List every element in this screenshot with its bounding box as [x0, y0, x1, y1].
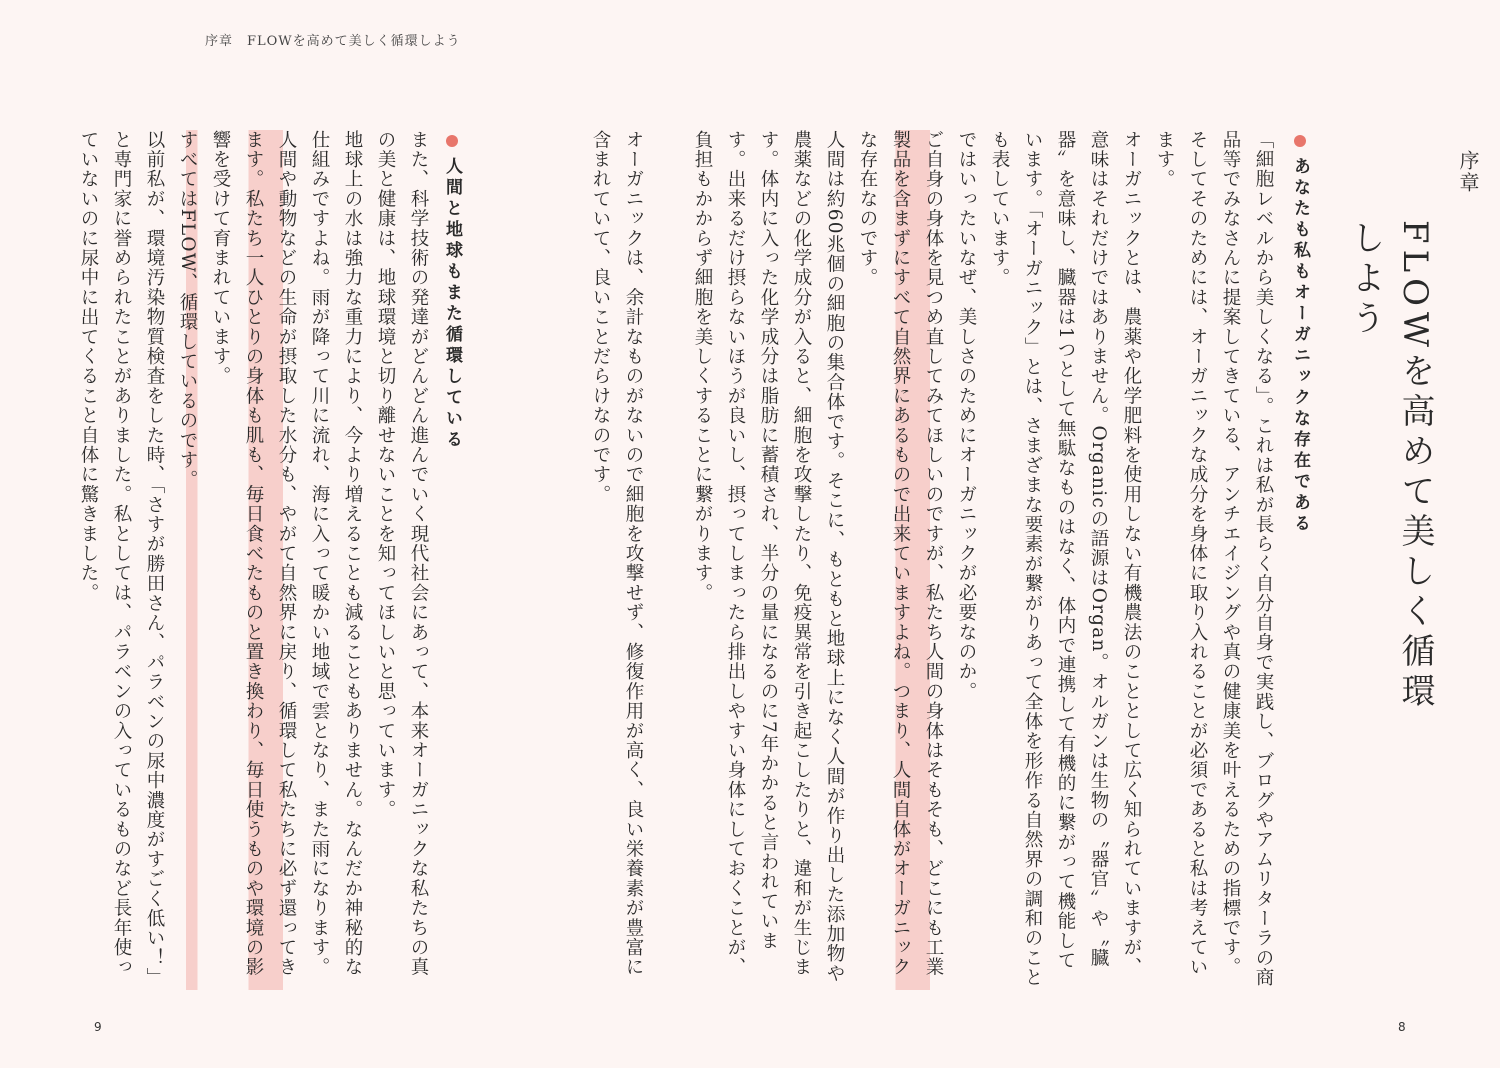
page-number-left: 9: [94, 1020, 102, 1034]
paragraph: 人間は約60兆個の細胞の集合体です。そこに、もともと地球上になく人間が作り出した添加物や農薬などの化学成分が入ると、細胞を攻撃したり、免疫異常を引き起こしたりと、違和が生じます。体内に入った化学成分は脂肪に蓄積され、半分の量になるのに7年かかると言われています。出来るだけ摂らないほうが良いし、摂ってしまったら排出しやすい身体にしておくことが、負担もかからず細胞を美しくすることに繋がります。: [692, 130, 845, 984]
paragraph-highlighted: 人間や動物などの生命が摂取した水分も、やがて自然界に戻り、循環して私たちに必ず還ってきます。私たち一人ひとりの身体も肌も、毎日食べたものと置き換わり、毎日使うものや環境の影響を受けて育まれています。: [204, 130, 303, 990]
paragraph-highlighted: すべてはFLOW、循環しているのです。: [171, 130, 204, 990]
section-heading-1-text: あなたも私もオーガニックな存在である: [1290, 157, 1310, 535]
paragraph-highlighted: ご自身の身体を見つめ直してみてほしいのですが、私たち人間の身体はそもそも、どこにも工業製品を含まずにすべて自然界にあるもので出来ていますよね。つまり、人間自体がオーガニックな存在なのです。: [851, 130, 950, 990]
paragraph: オーガニックは、余計なものがないので細胞を攻撃せず、修復作用が高く、良い栄養素が豊富に含まれていて、良いことだらけなのです。: [590, 130, 644, 978]
paragraph: ではいったいなぜ、美しさのためにオーガニックが必要なのか。: [956, 130, 977, 702]
left-page-body: [60, 130, 435, 990]
paragraph: 以前私が、環境汚染物質検査をした時、「さすが勝田さん、パラベンの尿中濃度がすごく低い！」と専門家に誉められたことがありました。私としては、パラベンの入っているものなど長年使っていないのに尿中に出てくること自体に驚きました。: [78, 130, 165, 988]
page-number-right: 8: [1398, 1020, 1406, 1034]
chapter-title: FLOWを高めて美しく循環しよう: [1345, 220, 1435, 713]
bullet-dot-icon: [1294, 135, 1306, 147]
bullet-dot-icon: [446, 135, 458, 147]
paragraph: また、科学技術の発達がどんどん進んでいく現代社会にあって、本来オーガニックな私たちの真の美と健康は、地球環境と切り離せないことを知ってほしいと思っています。: [375, 130, 429, 978]
section-heading-2: [440, 135, 465, 695]
chapter-title-block: [1340, 150, 1483, 720]
section-heading-2-text: 人間と地球もまた循環している: [442, 157, 462, 451]
left-page-body-top: [500, 130, 650, 990]
chapter-label: 序章: [1456, 150, 1480, 194]
section-heading-1: [1288, 135, 1313, 695]
paragraph: オーガニックとは、農薬や化学肥料を使用しない有機農法のこととして広く知られていますが、意味はそれだけではありません。Organicの語源はOrgan。オルガンは生物の〝器官〟や〝臓器〟を意味し、臓器は1つとして無駄なものはなく、体内で連携して有機的に繋がって機能しています。「オーガニック」とは、さまざまな要素が繋がりあって全体を形作る自然界の調和のことも表しています。: [989, 130, 1142, 988]
paragraph: 「細胞レベルから美しくなる」。これは私が長らく自分自身で実践し、ブログやアムリターラの商品等でみなさんに提案してきている、アンチエイジングや真の健康美を叶えるための指標です。そしてそのためには、オーガニックな成分を身体に取り入れることが必須であると私は考えています。: [1154, 130, 1274, 988]
running-header: 序章 FLOWを高めて美しく循環しよう: [205, 34, 461, 49]
paragraph: 地球上の水は強力な重力により、今より増えることも減ることもありません。なんだか神秘的な仕組みですよね。雨が降って川に流れ、海に入って暖かい地域で雲となり、また雨になります。: [309, 130, 363, 978]
right-page-body: [692, 130, 1280, 990]
